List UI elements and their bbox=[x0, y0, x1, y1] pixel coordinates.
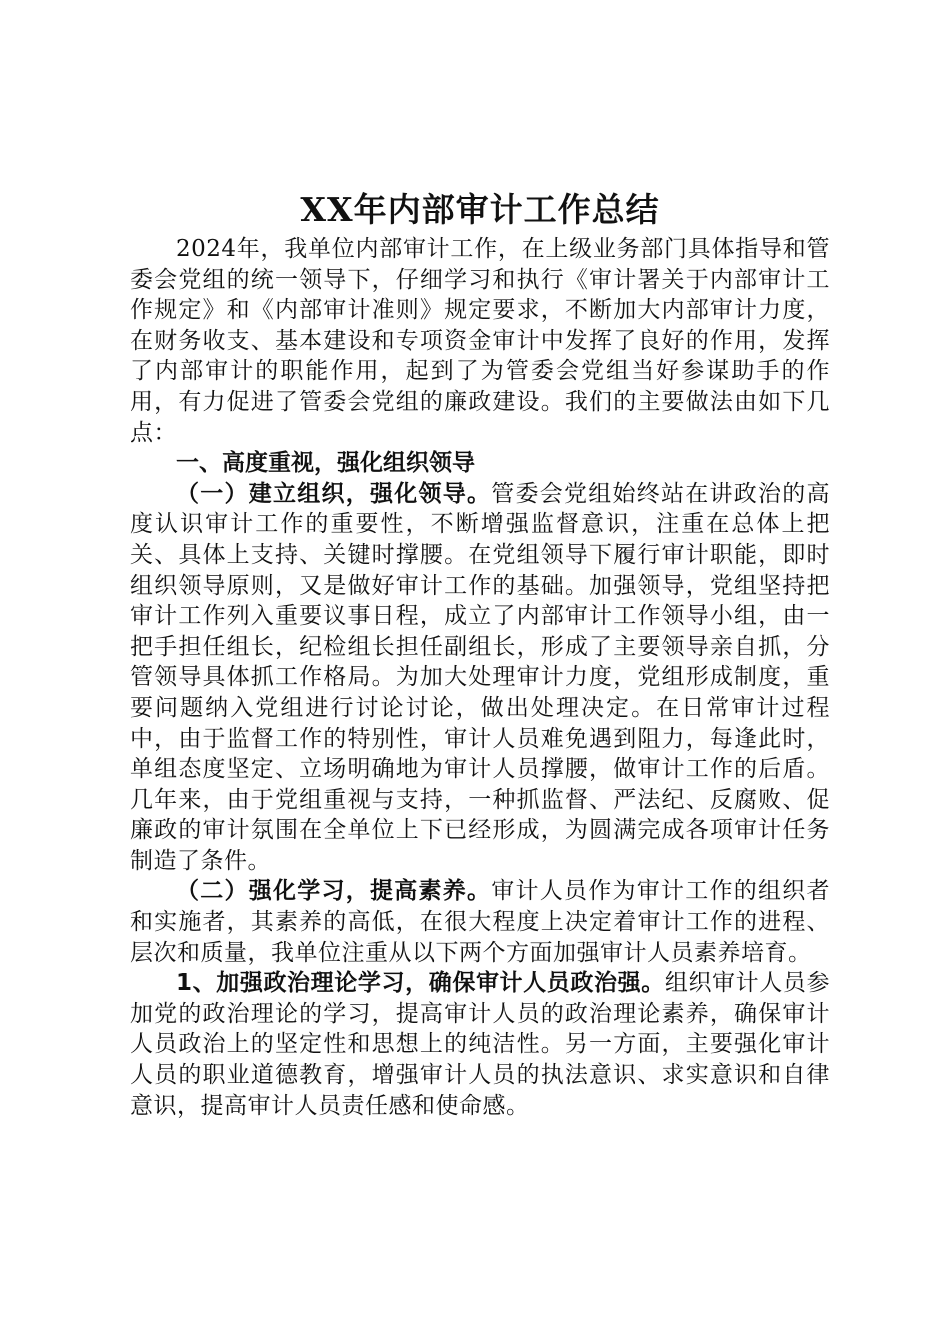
item-1-body: 组织审计人员参加党的政治理论的学习，提高审计人员的政治理论素养，确保审计人员政治上的坚定性和思想上的纯洁性。另一方面，主要强化审计人员的职业道德教育，增强审计人员的执法意识、求实意识和自律意识，提高审计人员责任感和使命感。 bbox=[130, 970, 830, 1119]
section-1-heading: 一、高度重视，强化组织领导 bbox=[176, 450, 475, 477]
subsection-2-lead: （二）强化学习，提高素养。 bbox=[176, 878, 492, 905]
subsection-1-lead: （一）建立组织，强化领导。 bbox=[176, 480, 492, 507]
document-title: XX年内部审计工作总结 bbox=[300, 190, 660, 229]
intro-paragraph: 2024年，我单位内部审计工作，在上级业务部门具体指导和管委会党组的统一领导下，仔细学习和执行《审计署关于内部审计工作规定》和《内部审计准则》规定要求，不断加大内部审计力度，在财务收支、基本建设和专项资金审计中发挥了良好的作用，发挥了内部审计的职能作用，起到了为管委会党组当好参谋助手的作用，有力促进了管委会党组的廉政建设。我们的主要做法由如下几点： bbox=[130, 236, 830, 446]
document-page bbox=[130, 188, 830, 1121]
subsection-1-paragraph bbox=[130, 479, 830, 877]
item-1-paragraph bbox=[130, 968, 830, 1121]
subsection-2-paragraph bbox=[130, 876, 830, 968]
subsection-1-body: 管委会党组始终站在讲政治的高度认识审计工作的重要性，不断增强监督意识，注重在总体上把关、具体上支持、关键时撑腰。在党组领导下履行审计职能，即时组织领导原则，又是做好审计工作的基础。加强领导，党组坚持把审计工作列入重要议事日程，成立了内部审计工作领导小组，由一把手担任组长，纪检组长担任副组长，形成了主要领导亲自抓，分管领导具体抓工作格局。为加大处理审计力度，党组形成制度，重要问题纳入党组进行讨论讨论，做出处理决定。在日常审计过程中，由于监督工作的特别性，审计人员难免遇到阻力，每逢此时，单组态度坚定、立场明确地为审计人员撑腰，做审计工作的后盾。几年来，由于党组重视与支持，一种抓监督、严法纪、反腐败、促廉政的审计氛围在全单位上下已经形成，为圆满完成各项审计任务制造了条件。 bbox=[130, 480, 830, 874]
subsection-2-body: 审计人员作为审计工作的组织者和实施者，其素养的高低，在很大程度上决定着审计工作的进程、层次和质量，我单位注重从以下两个方面加强审计人员素养培育。 bbox=[130, 878, 830, 966]
item-1-lead: 1、加强政治理论学习，确保审计人员政治强。 bbox=[176, 970, 665, 997]
